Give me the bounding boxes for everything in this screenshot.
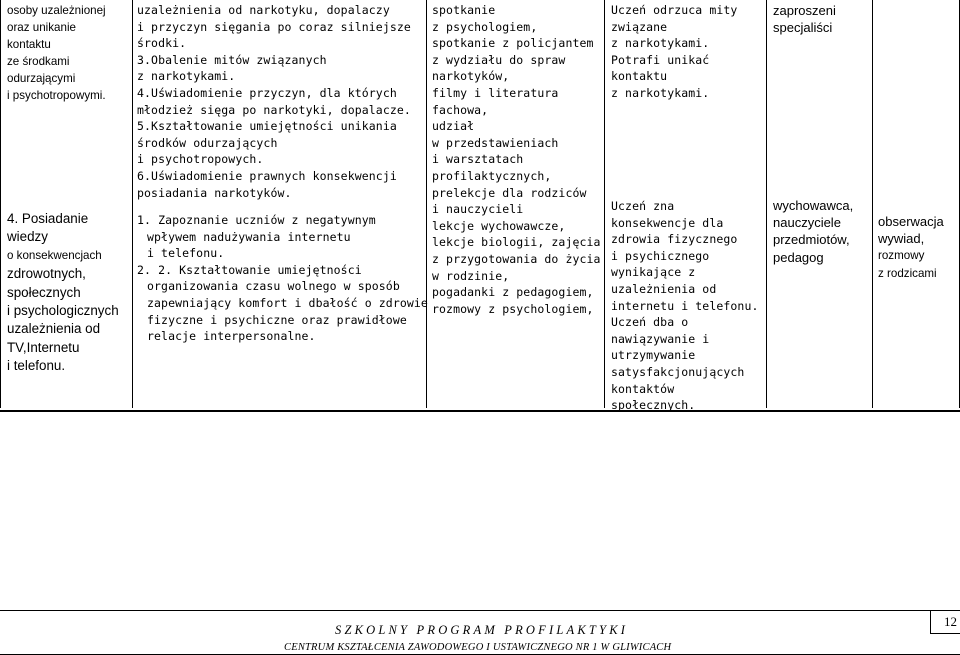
form-line: lekcje biologii, zajęcia: [432, 235, 601, 250]
goals-line: osoby uzależnionej: [7, 4, 106, 17]
goals-line: oraz unikanie: [7, 21, 76, 34]
goals-line: społecznych: [7, 284, 81, 300]
task-line: i przyczyn sięgania po coraz silniejsze: [137, 19, 411, 34]
column-goals: [0, 0, 132, 408]
column-evaluation: [872, 0, 960, 408]
outcome-line: nawiązywanie i: [611, 331, 710, 346]
responsible-bottom: [773, 197, 853, 266]
task-line: fizyczne i psychiczne oraz prawidłowe: [147, 312, 407, 327]
outcome-line: kontaktu: [611, 69, 668, 84]
column-tasks: [132, 0, 426, 408]
task-line: posiadania narkotyków.: [137, 185, 292, 200]
form-line: fachowa,: [432, 102, 489, 117]
outcome-line: Uczeń zna: [611, 199, 675, 213]
form-line: rozmowy z psychologiem,: [432, 301, 594, 316]
outcome-line: i psychicznego: [611, 248, 710, 263]
form-line: narkotyków,: [432, 69, 510, 84]
outcome-line: konsekwencje dla: [611, 215, 724, 230]
evaluation-list: [878, 213, 944, 282]
outcome-line: związane: [611, 19, 668, 34]
task-line: z narkotykami.: [137, 69, 236, 84]
task-line: organizowania czasu wolnego w sposób: [147, 279, 400, 294]
form-line: filmy i literatura: [432, 85, 559, 100]
form-line: prelekcje dla rodziców: [432, 185, 587, 200]
task-line: 3.Obalenie mitów związanych: [137, 52, 327, 67]
goals-line: i telefonu.: [7, 358, 66, 374]
form-line: w przedstawieniach: [432, 135, 559, 150]
responsible-line: przedmiotów,: [773, 232, 850, 248]
task-line: 4.Uświadomienie przyczyn, dla których: [137, 85, 397, 100]
responsible-line: pedagog: [773, 249, 824, 265]
column-forms: [426, 0, 604, 408]
form-line: udział: [432, 119, 475, 134]
form-line: z przygotowania do życia: [432, 251, 601, 266]
task-line: 1. Zapoznanie uczniów z negatywnym: [137, 213, 376, 227]
task-line: 2. 2. Kształtowanie umiejętności: [137, 262, 362, 277]
outcome-line: wynikające z: [611, 265, 696, 280]
footer-rule: [0, 610, 960, 611]
form-line: z wydziału do spraw: [432, 52, 566, 67]
goals-line: odurzającymi: [7, 72, 76, 85]
outcome-line: uzależnienia od: [611, 281, 717, 296]
page-number: 12: [944, 614, 957, 629]
evaluation-line: z rodzicami: [878, 266, 937, 280]
evaluation-line: wywiad,: [878, 231, 925, 247]
responsible-line: specjaliści: [773, 20, 833, 36]
outcome-line: utrzymywanie: [611, 348, 696, 363]
responsible-line: zaproszeni: [773, 3, 836, 18]
task-line: uzależnienia od narkotyku, dopalaczy: [137, 3, 390, 17]
outcomes-bottom: [611, 198, 759, 414]
form-line: profilaktycznych,: [432, 168, 552, 183]
evaluation-line: rozmowy: [878, 249, 925, 263]
goals-line: i psychologicznych: [7, 303, 119, 319]
form-line: spotkanie: [432, 3, 496, 17]
outcome-line: społecznych.: [611, 398, 696, 413]
form-line: spotkanie z policjantem: [432, 36, 594, 51]
goals-line: uzależnienia od: [7, 321, 101, 337]
goals-line: i psychotropowymi.: [7, 89, 106, 102]
goals-bottom: [7, 210, 119, 376]
outcome-line: satysfakcjonujących: [611, 364, 745, 379]
task-line: młodzież sięga po narkotyki, dopalacze.: [137, 102, 411, 117]
task-line: zapewniający komfort i dbałość o zdrowie: [147, 295, 428, 310]
form-line: lekcje wychowawcze,: [432, 218, 566, 233]
footer-title: SZKOLNY PROGRAM PROFILAKTYKI: [335, 623, 629, 637]
outcome-line: zdrowia fizycznego: [611, 232, 738, 247]
goals-line: zdrowotnych,: [7, 266, 86, 282]
column-outcomes: [604, 0, 766, 413]
goals-line: wiedzy: [7, 229, 48, 245]
task-line: 6.Uświadomienie prawnych konsekwencji: [137, 168, 397, 183]
goals-line: o konsekwencjach: [7, 248, 102, 262]
outcome-line: Potrafi unikać: [611, 52, 710, 67]
footer-institution: CENTRUM KSZTAŁCENIA ZAWODOWEGO I USTAWICZNEGO NR 1 W GLIWICACH: [284, 642, 672, 653]
form-line: i warsztatach: [432, 152, 524, 167]
task-line: wpływem nadużywania internetu: [147, 229, 351, 244]
task-line: 5.Kształtowanie umiejętności unikania: [137, 119, 397, 134]
goals-top: [7, 2, 106, 104]
form-line: i nauczycieli: [432, 202, 524, 217]
responsible-top: [773, 2, 836, 36]
outcome-line: z narkotykami.: [611, 36, 710, 51]
task-line: relacje interpersonalne.: [147, 329, 316, 344]
goals-line: TV,Internetu: [7, 339, 80, 355]
outcome-line: Uczeń odrzuca mity: [611, 3, 738, 17]
responsible-line: nauczyciele: [773, 215, 841, 231]
outcome-line: internetu i telefonu.: [611, 298, 759, 313]
goals-line: kontaktu: [7, 38, 51, 51]
form-line: pogadanki z pedagogiem,: [432, 285, 594, 300]
column-responsible: [766, 0, 872, 408]
goals-line: ze środkami: [7, 55, 70, 68]
form-line: w rodzinie,: [432, 268, 510, 283]
outcome-line: kontaktów: [611, 381, 675, 396]
task-line: środków odurzających: [137, 135, 278, 150]
task-line: i psychotropowych.: [137, 152, 264, 167]
task-line: środki.: [137, 36, 187, 51]
form-line: z psychologiem,: [432, 19, 538, 34]
outcomes-top: [611, 2, 737, 102]
outcome-line: z narkotykami.: [611, 85, 710, 100]
tasks-bottom: [137, 212, 428, 345]
goals-line: 4. Posiadanie: [7, 211, 89, 226]
forms-list: [432, 2, 601, 317]
evaluation-line: obserwacja: [878, 214, 944, 229]
outcome-line: Uczeń dba o: [611, 315, 689, 330]
tasks-top: [137, 2, 411, 201]
task-line: i telefonu.: [147, 246, 225, 261]
responsible-line: wychowawca,: [773, 198, 854, 213]
